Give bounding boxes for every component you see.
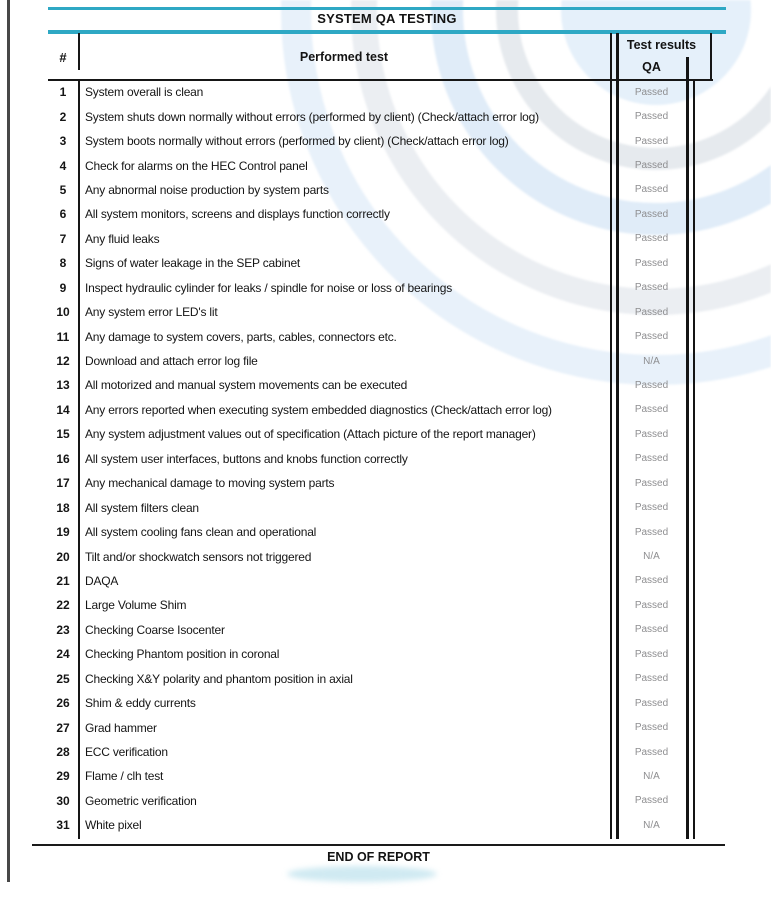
row-qa-result: N/A: [643, 551, 660, 563]
results-left-double-rule-inner: [616, 33, 619, 839]
column-header-number: #: [59, 50, 67, 65]
row-test-description: Any system error LED's lit: [85, 305, 218, 320]
row-number: 4: [59, 158, 67, 173]
row-test-description: Any fluid leaks: [85, 231, 160, 246]
row-test-description: All system cooling fans clean and operational: [85, 525, 317, 540]
row-qa-result: Passed: [634, 306, 669, 318]
row-qa-result: Passed: [634, 722, 669, 734]
table-row: [48, 544, 688, 568]
column-header-test-results: Test results: [626, 38, 697, 52]
column-header-performed-test: Performed test: [299, 50, 389, 64]
table-row: [48, 569, 688, 593]
row-number: 24: [56, 647, 70, 662]
row-test-description: Geometric verification: [85, 793, 197, 808]
table-row: [48, 129, 688, 153]
row-number: 21: [56, 573, 70, 588]
table-row: [48, 300, 688, 324]
row-qa-result: Passed: [634, 746, 669, 758]
row-number: 8: [59, 256, 67, 271]
row-qa-result: Passed: [634, 160, 669, 172]
table-row: [48, 276, 688, 300]
row-number: 23: [56, 622, 70, 637]
row-qa-result: Passed: [634, 331, 669, 343]
row-test-description: Flame / clh test: [85, 769, 164, 784]
row-test-description: Large Volume Shim: [85, 598, 187, 613]
row-number: 16: [56, 451, 70, 466]
row-number: 10: [56, 305, 70, 320]
results-left-double-rule-outer: [610, 33, 612, 839]
row-number: 15: [56, 427, 70, 442]
table-row: [48, 642, 688, 666]
row-number: 5: [59, 182, 67, 197]
row-qa-result: N/A: [643, 355, 660, 367]
row-qa-result: Passed: [634, 282, 669, 294]
row-test-description: Checking Coarse Isocenter: [85, 622, 225, 637]
table-row: [48, 80, 688, 104]
row-number: 13: [56, 378, 70, 393]
row-number: 20: [56, 549, 70, 564]
table-row: [48, 667, 688, 691]
table-row: [48, 398, 688, 422]
row-qa-result: Passed: [634, 379, 669, 391]
table-row: [48, 153, 688, 177]
table-row: [48, 447, 688, 471]
table-row: [48, 324, 688, 348]
row-number: 31: [56, 818, 70, 833]
row-qa-result: Passed: [634, 477, 669, 489]
row-qa-result: Passed: [634, 233, 669, 245]
row-test-description: Grad hammer: [85, 720, 157, 735]
row-qa-result: N/A: [643, 770, 660, 782]
row-test-description: Any system adjustment values out of specification (Attach picture of the report manager): [85, 427, 536, 442]
table-row: [48, 740, 688, 764]
table-row: [48, 251, 688, 275]
row-qa-result: Passed: [634, 208, 669, 220]
row-qa-result: Passed: [634, 184, 669, 196]
row-number: 26: [56, 696, 70, 711]
table-row: [48, 178, 688, 202]
row-test-description: Tilt and/or shockwatch sensors not triggered: [85, 549, 312, 564]
row-number: 7: [59, 231, 67, 246]
header-teal-rule: [48, 30, 726, 34]
row-qa-result: Passed: [634, 428, 669, 440]
row-test-description: Any errors reported when executing system embedded diagnostics (Check/attach error log): [85, 402, 552, 417]
row-qa-result: Passed: [634, 526, 669, 538]
row-test-description: Any mechanical damage to moving system parts: [85, 476, 335, 491]
table-row: [48, 422, 688, 446]
table-row: [48, 618, 688, 642]
row-qa-result: Passed: [634, 648, 669, 660]
row-test-description: Download and attach error log file: [85, 354, 258, 369]
row-qa-result: Passed: [634, 673, 669, 685]
row-qa-result: Passed: [634, 697, 669, 709]
row-number: 25: [56, 671, 70, 686]
row-qa-result: N/A: [643, 819, 660, 831]
row-qa-result: Passed: [634, 86, 669, 98]
end-of-report-rule: [32, 844, 725, 846]
row-qa-result: Passed: [634, 404, 669, 416]
row-test-description: DAQA: [85, 573, 119, 588]
row-qa-result: Passed: [634, 135, 669, 147]
row-number: 19: [56, 525, 70, 540]
column-header-qa: QA: [642, 60, 661, 74]
row-test-description: System overall is clean: [85, 85, 204, 100]
table-row: [48, 593, 688, 617]
table-row: [48, 104, 688, 128]
row-qa-result: Passed: [634, 599, 669, 611]
row-number: 6: [59, 207, 67, 222]
test-rows: [48, 80, 688, 838]
table-row: [48, 691, 688, 715]
end-of-report-label: END OF REPORT: [327, 850, 430, 864]
table-row: [48, 520, 688, 544]
table-row: [48, 764, 688, 788]
header-bottom-rule: [48, 79, 713, 81]
row-test-description: Any abnormal noise production by system parts: [85, 182, 329, 197]
table-row: [48, 227, 688, 251]
row-qa-result: Passed: [634, 795, 669, 807]
row-test-description: Any damage to system covers, parts, cables, connectors etc.: [85, 329, 397, 344]
page-edge-line: [7, 0, 10, 882]
results-right-double-rule-outer: [693, 80, 695, 839]
table-row: [48, 471, 688, 495]
table-row: [48, 789, 688, 813]
row-number: 29: [56, 769, 70, 784]
test-results-box-right-border: [710, 33, 712, 80]
table-row: [48, 349, 688, 373]
row-qa-result: Passed: [634, 575, 669, 587]
row-qa-result: Passed: [634, 453, 669, 465]
row-qa-result: Passed: [634, 624, 669, 636]
watermark-bottom-smudge: [287, 866, 437, 882]
row-number: 28: [56, 745, 70, 760]
results-right-double-rule-inner: [686, 57, 689, 839]
row-number: 12: [56, 354, 70, 369]
row-test-description: All system user interfaces, buttons and knobs function correctly: [85, 451, 408, 466]
row-test-description: System boots normally without errors (performed by client) (Check/attach error log): [85, 134, 509, 149]
row-test-description: Signs of water leakage in the SEP cabinet: [85, 256, 301, 271]
row-qa-result: Passed: [634, 111, 669, 123]
row-test-description: All system monitors, screens and displays function correctly: [85, 207, 390, 222]
row-test-description: Checking X&Y polarity and phantom position in axial: [85, 671, 353, 686]
row-number: 9: [59, 280, 67, 295]
row-number: 14: [56, 402, 70, 417]
row-test-description: Shim & eddy currents: [85, 696, 196, 711]
row-number: 18: [56, 500, 70, 515]
top-teal-rule: [48, 7, 726, 10]
row-qa-result: Passed: [634, 502, 669, 514]
row-test-description: Checking Phantom position in coronal: [85, 647, 280, 662]
page-title: SYSTEM QA TESTING: [317, 11, 457, 26]
row-number: 30: [56, 793, 70, 808]
row-test-description: System shuts down normally without errors (performed by client) (Check/attach error log): [85, 109, 539, 124]
row-test-description: ECC verification: [85, 745, 168, 760]
row-number: 3: [59, 134, 67, 149]
row-test-description: White pixel: [85, 818, 142, 833]
header-number-divider: [78, 33, 80, 70]
table-row: [48, 202, 688, 226]
row-number: 11: [56, 329, 70, 344]
row-number: 1: [59, 85, 67, 100]
row-test-description: All motorized and manual system movements can be executed: [85, 378, 408, 393]
number-column-divider: [78, 81, 80, 839]
table-row: [48, 495, 688, 519]
table-row: [48, 813, 688, 837]
row-qa-result: Passed: [634, 257, 669, 269]
row-test-description: Check for alarms on the HEC Control panel: [85, 158, 308, 173]
row-number: 22: [56, 598, 70, 613]
table-row: [48, 373, 688, 397]
table-row: [48, 715, 688, 739]
row-number: 2: [59, 109, 67, 124]
row-test-description: All system filters clean: [85, 500, 199, 515]
row-number: 17: [56, 476, 70, 491]
row-number: 27: [56, 720, 70, 735]
row-test-description: Inspect hydraulic cylinder for leaks / spindle for noise or loss of bearings: [85, 280, 452, 295]
